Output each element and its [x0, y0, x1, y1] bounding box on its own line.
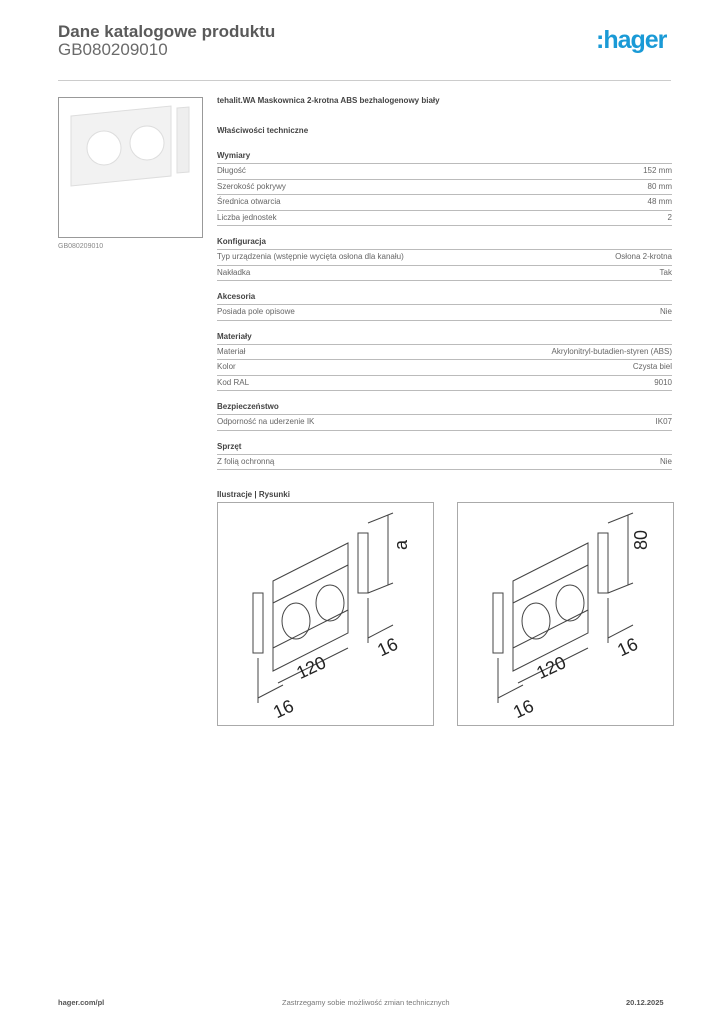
- section-title: Konfiguracja: [217, 237, 672, 250]
- spec-label: Typ urządzenia (wstępnie wycięta osłona dla kanału): [217, 252, 404, 261]
- product-name: tehalit.WA Maskownica 2-krotna ABS bezhalogenowy biały: [217, 96, 440, 105]
- section-title: Sprzęt: [217, 442, 672, 455]
- section-0: [217, 151, 672, 226]
- spec-row: [217, 250, 672, 266]
- illustrations-title: Ilustracje | Rysunki: [217, 490, 290, 499]
- spec-label: Średnica otwarcia: [217, 197, 281, 206]
- header-divider: [58, 80, 671, 81]
- spec-value: 9010: [654, 377, 672, 387]
- section-title: Bezpieczeństwo: [217, 402, 672, 415]
- section-1: [217, 237, 672, 281]
- spec-row: [217, 415, 672, 431]
- spec-label: Odporność na uderzenie IK: [217, 417, 315, 426]
- spec-label: Kolor: [217, 362, 236, 371]
- spec-row: [217, 360, 672, 376]
- end-cap-right-shape: [598, 533, 608, 593]
- section-4: [217, 402, 672, 431]
- spec-value: Osłona 2-krotna: [615, 252, 672, 261]
- spec-value: IK07: [655, 417, 672, 426]
- spec-value: Czysta biel: [632, 362, 672, 371]
- section-title: Akcesoria: [217, 292, 672, 305]
- right-cap-dimension-label: 16: [374, 633, 401, 661]
- section-title: Materiały: [217, 332, 672, 345]
- spec-row: [217, 180, 672, 196]
- section-title: Wymiary: [217, 151, 672, 164]
- product-details: [217, 96, 672, 499]
- dimension-drawing: [217, 502, 434, 726]
- spec-row: [217, 266, 672, 282]
- product-photo: [58, 97, 203, 238]
- page-title: Dane katalogowe produktu: [58, 22, 276, 41]
- right-cap-dimension-label: 16: [614, 633, 641, 661]
- spec-label: Kod RAL: [217, 377, 250, 387]
- spec-label: Materiał: [217, 346, 246, 356]
- height-dimension-label: a: [391, 539, 411, 550]
- product-code: GB080209010: [58, 40, 168, 59]
- photo-caption: GB080209010: [58, 243, 104, 250]
- end-cap-left-shape: [493, 593, 503, 653]
- cover-plate-shape: [513, 543, 588, 671]
- spec-value: Tak: [659, 267, 672, 277]
- spec-row: [217, 305, 672, 321]
- left-cap-dimension-label: 16: [270, 695, 297, 723]
- dimension-drawing: [457, 502, 674, 726]
- hager-logo: :hager: [596, 26, 667, 54]
- footer-date: 20.12.2025: [626, 998, 664, 1007]
- footer-site-link[interactable]: hager.com/pl: [58, 998, 105, 1007]
- spec-value: 80 mm: [647, 181, 672, 191]
- height-dimension-label: 80: [631, 529, 651, 550]
- end-cap-right-shape: [358, 533, 368, 593]
- spec-row: [217, 455, 672, 471]
- spec-value: Nie: [659, 456, 672, 466]
- spec-row: [217, 376, 672, 392]
- spec-label: Z folią ochronną: [217, 456, 275, 466]
- section-3: [217, 332, 672, 392]
- spec-value: 48 mm: [647, 197, 672, 206]
- left-cap-dimension-label: 16: [510, 695, 537, 723]
- properties-title: Właściwości techniczne: [217, 126, 309, 135]
- spec-label: Szerokość pokrywy: [217, 181, 286, 191]
- spec-row: [217, 211, 672, 227]
- spec-value: 152 mm: [643, 166, 672, 175]
- spec-label: Długość: [217, 166, 246, 175]
- width-dimension-label: 120: [293, 652, 330, 684]
- footer-notice: Zastrzegamy sobie możliwość zmian technicznych: [282, 998, 450, 1007]
- spec-value: 2: [667, 212, 672, 222]
- spec-row: [217, 345, 672, 361]
- cover-plate-shape: [273, 543, 348, 671]
- end-cap-left-shape: [253, 593, 263, 653]
- spec-row: [217, 164, 672, 180]
- spec-row: [217, 195, 672, 211]
- section-5: [217, 442, 672, 471]
- section-2: [217, 292, 672, 321]
- spec-label: Posiada pole opisowe: [217, 307, 295, 316]
- spec-value: Akrylonitryl-butadien-styren (ABS): [551, 346, 672, 356]
- spec-label: Liczba jednostek: [217, 212, 277, 222]
- spec-label: Nakładka: [217, 267, 251, 277]
- spec-value: Nie: [659, 307, 672, 316]
- width-dimension-label: 120: [533, 652, 570, 684]
